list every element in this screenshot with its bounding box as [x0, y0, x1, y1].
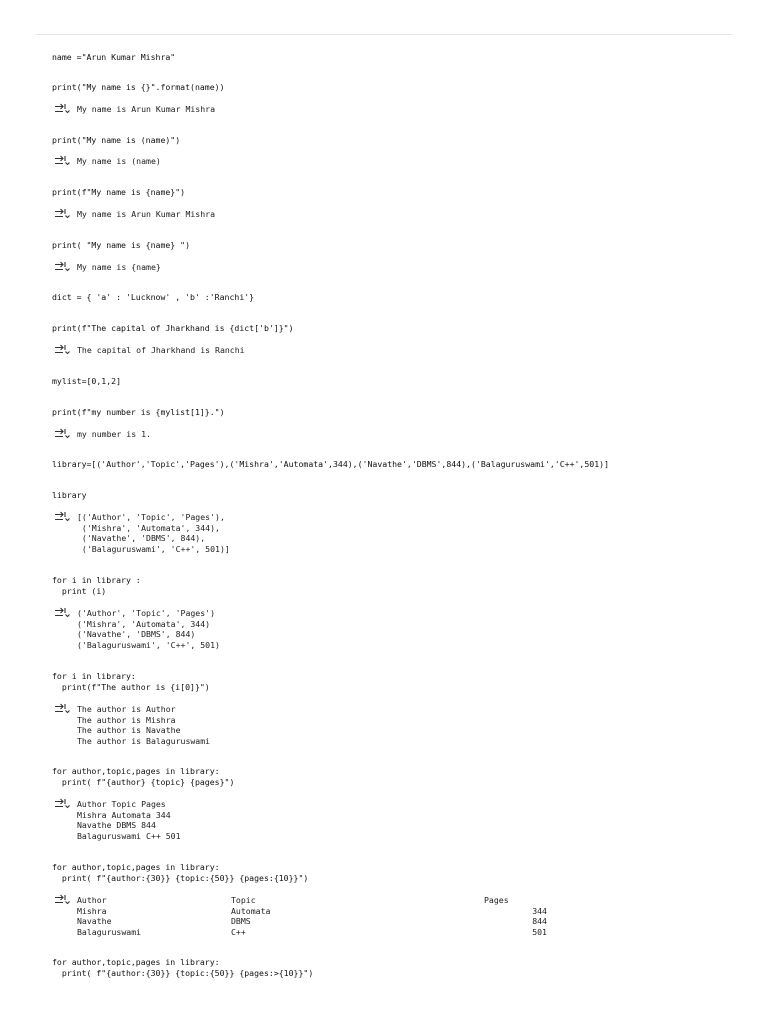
output-arrow-icon[interactable] [54, 261, 70, 272]
code-input[interactable]: print("My name is {}".format(name)) [52, 82, 225, 92]
output-arrow-icon[interactable] [54, 344, 70, 355]
output-text: The author is Author The author is Mishra The author is Navathe The author is Balaguruswami [77, 704, 211, 746]
output-text: [('Author', 'Topic', 'Pages'), ('Mishra', 'Automata', 344), ('Navathe', 'DBMS', 844), ('Balaguruswami', 'C++', 501)] [77, 512, 230, 554]
output-arrow-icon[interactable] [54, 798, 70, 809]
table-cell-author: Mishra [77, 905, 107, 916]
output-text: My name is Arun Kumar Mishra [77, 209, 216, 219]
table-cell-pages: 344 [532, 905, 547, 916]
output-arrow-icon[interactable] [54, 428, 70, 439]
output-text: ('Author', 'Topic', 'Pages') ('Mishra', 'Automata', 344) ('Navathe', 'DBMS', 844) ('Balaguruswami', 'C++', 501) [77, 608, 220, 650]
output-arrow-icon[interactable] [54, 155, 70, 166]
table-cell-pages: Pages [484, 895, 509, 905]
table-cell-topic: Automata [231, 905, 271, 916]
code-input[interactable]: library [52, 490, 87, 500]
code-input[interactable]: dict = { 'a' : 'Lucknow' , 'b' :'Ranchi'} [52, 292, 255, 302]
table-cell-topic: C++ [231, 926, 246, 937]
table-cell-pages: 844 [532, 916, 547, 926]
table-row [77, 906, 547, 917]
table-cell-author: Navathe [77, 916, 112, 926]
output-arrow-icon[interactable] [54, 607, 70, 618]
output-text: My name is (name) [77, 156, 161, 166]
table-cell-pages: 501 [532, 926, 547, 937]
code-input[interactable]: mylist=[0,1,2] [52, 376, 122, 386]
table-row [77, 895, 547, 906]
table-row [77, 927, 547, 938]
table-cell-topic: Topic [231, 895, 256, 905]
code-input[interactable]: library=[('Author','Topic','Pages'),('Mishra','Automata',344),('Navathe','DBMS',844),('Balaguruswami','C++',501)] [52, 459, 610, 469]
code-input[interactable]: print(f"The capital of Jharkhand is {dict['b']}") [52, 323, 294, 333]
output-text: Author Topic Pages Mishra Automata 344 Navathe DBMS 844 Balaguruswami C++ 501 [77, 799, 181, 841]
output-arrow-icon[interactable] [54, 103, 70, 114]
code-input[interactable]: print("My name is (name)") [52, 135, 181, 145]
table-cell-topic: DBMS [231, 916, 251, 926]
table-row [77, 916, 547, 927]
output-table [77, 895, 547, 937]
table-cell-author: Author [77, 895, 107, 905]
output-text: my number is 1. [77, 429, 151, 439]
output-text: My name is {name} [77, 262, 161, 272]
output-text: The capital of Jharkhand is Ranchi [77, 345, 245, 355]
code-input[interactable]: for i in library : print (i) [52, 575, 141, 596]
code-input[interactable]: print( "My name is {name} ") [52, 240, 191, 250]
code-input[interactable]: print(f"my number is {mylist[1]}.") [52, 407, 225, 417]
code-input[interactable]: for author,topic,pages in library: print( f"{author:{30}} {topic:{50}} {pages:{10}}") [52, 862, 309, 883]
code-input[interactable]: print(f"My name is {name}") [52, 187, 186, 197]
output-arrow-icon[interactable] [54, 511, 70, 522]
notebook-top-divider [36, 34, 732, 35]
code-input[interactable]: name ="Arun Kumar Mishra" [52, 52, 176, 62]
output-arrow-icon[interactable] [54, 894, 70, 905]
code-input[interactable]: for i in library: print(f"The author is {i[0]}") [52, 671, 210, 692]
output-text: My name is Arun Kumar Mishra [77, 104, 216, 114]
output-arrow-icon[interactable] [54, 208, 70, 219]
table-cell-author: Balaguruswami [77, 926, 142, 937]
code-input[interactable]: for author,topic,pages in library: print( f"{author:{30}} {topic:{50}} {pages:>{10}}") [52, 957, 314, 978]
output-arrow-icon[interactable] [54, 703, 70, 714]
code-input[interactable]: for author,topic,pages in library: print( f"{author} {topic} {pages}") [52, 766, 235, 787]
